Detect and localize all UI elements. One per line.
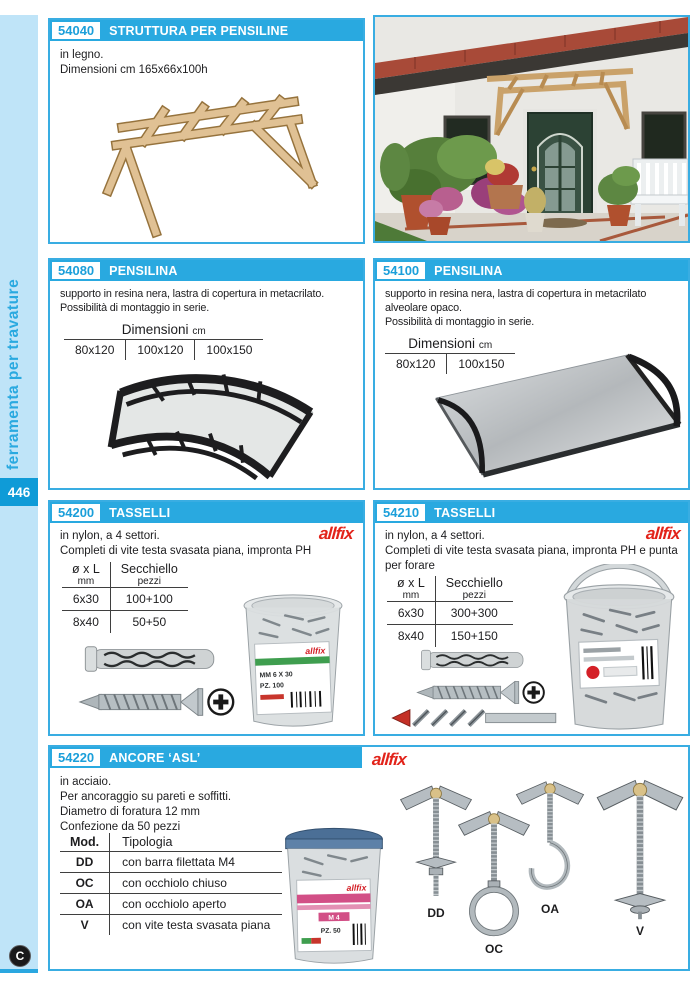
product-title: PENSILINA xyxy=(434,263,503,278)
dim-cell: 100x120 xyxy=(125,340,194,360)
anchor-label: OC xyxy=(485,942,503,956)
spec-table: ø x L mm Secchiello pezzi 6x30 300+300 8x40 150+150 xyxy=(387,576,513,647)
model-table: Mod. Tipologia DD con barra filettata M4 OC con occhiolo chiuso OA con occhiolo aperto V con vite testa svasata piana xyxy=(60,833,282,935)
product-title: TASSELLI xyxy=(434,505,496,520)
table-row: DD con barra filettata M4 xyxy=(60,852,282,873)
table-row: 6x30 300+300 xyxy=(387,602,513,625)
sidebar-category-label: ferramenta per travature xyxy=(5,278,22,470)
product-title: PENSILINA xyxy=(109,263,178,278)
anchor-variant-v xyxy=(592,771,688,938)
product-code: 54100 xyxy=(377,262,425,279)
table-row: 8x40 50+50 xyxy=(62,611,188,634)
nylon-plug-image xyxy=(417,646,529,674)
catalog-corner-logo: C xyxy=(9,945,31,967)
allfix-brand-logo: allfix xyxy=(318,524,354,543)
allfix-brand-logo: allfix xyxy=(371,750,407,769)
table-row: 6x30 100+100 xyxy=(62,588,188,611)
product-header xyxy=(50,502,363,523)
table-row: V con vite testa svasata piana xyxy=(60,915,282,936)
bucket-qty-text: PZ. 50 xyxy=(320,927,341,935)
product-box-54210 xyxy=(373,500,690,736)
drill-bit-image xyxy=(385,706,565,730)
screw-bucket-with-handle-image xyxy=(553,564,685,734)
anchor-label: OA xyxy=(541,902,559,916)
dimensions-table: Dimensioni cm 80x120 100x150 xyxy=(385,336,515,374)
product-code: 54210 xyxy=(377,504,425,521)
spec-table: ø x L mm Secchiello pezzi 6x30 100+100 8x40 50+50 xyxy=(62,562,188,633)
screw-bucket-image xyxy=(232,590,354,732)
product-description: supporto in resina nera, lastra di copertura in metacrilato alveolare opaco. Possibilità di montaggio in serie. xyxy=(385,288,647,329)
product-box-54080 xyxy=(48,258,365,490)
sidebar-bottom-rule xyxy=(0,969,38,973)
table-row: OA con occhiolo aperto xyxy=(60,894,282,915)
product-description: in nylon, a 4 settori. Completi di vite testa svasata piana, impronta PH xyxy=(60,530,312,557)
product-header xyxy=(50,260,363,281)
wood-structure-image xyxy=(85,82,335,240)
anchor-bucket-image xyxy=(276,823,392,969)
page-number: 446 xyxy=(0,478,38,506)
anchor-label: V xyxy=(635,924,644,938)
product-code: 54200 xyxy=(52,504,100,521)
product-code: 54080 xyxy=(52,262,100,279)
installation-photo-frame xyxy=(373,15,690,243)
product-title: TASSELLI xyxy=(109,505,171,520)
allfix-brand-logo: allfix xyxy=(645,524,681,543)
product-title: STRUTTURA PER PENSILINE xyxy=(109,23,289,38)
dim-cell: 100x150 xyxy=(446,354,515,374)
product-box-54200 xyxy=(48,500,365,736)
product-code: 54040 xyxy=(52,22,100,39)
bucket-brand-text: allfix xyxy=(305,645,326,657)
product-header xyxy=(50,747,362,768)
nylon-plug-image xyxy=(78,642,223,676)
dim-cell: 80x120 xyxy=(75,343,115,357)
product-description: supporto in resina nera, lastra di copertura in metacrilato. Possibilità di montaggio in serie. xyxy=(60,288,325,315)
product-code: 54220 xyxy=(52,749,100,766)
bucket-qty-text: PZ. 100 xyxy=(259,682,285,691)
bucket-brand-text: allfix xyxy=(346,882,367,893)
product-box-54100 xyxy=(373,258,690,490)
product-description: in acciaio. Per ancoraggio su pareti e soffitti. Diametro di foratura 12 mm Confezione da 50 pezzi xyxy=(60,776,232,833)
product-header xyxy=(375,260,688,281)
bucket-size-text: MM 6 X 30 xyxy=(259,671,293,680)
product-header xyxy=(50,20,363,41)
anchor-variant-oa xyxy=(514,773,586,916)
product-box-54040 xyxy=(48,18,365,244)
product-header xyxy=(375,502,688,523)
product-box-54220 xyxy=(48,745,690,971)
dimensions-table: Dimensioni cm 80x120 100x120 100x150 xyxy=(64,322,263,360)
anchor-label: DD xyxy=(427,906,445,920)
product-title: ANCORE ‘ASL’ xyxy=(109,750,201,765)
black-canopy-image xyxy=(58,358,358,486)
table-row: OC con occhiolo chiuso xyxy=(60,873,282,894)
product-description: in nylon, a 4 settori. Completi di vite testa svasata piana, impronta PH e punta per forare xyxy=(385,530,678,572)
grey-canopy-image xyxy=(397,340,687,488)
toggle-anchor-v-image xyxy=(592,771,688,923)
toggle-anchor-oa-image xyxy=(514,773,586,901)
dim-cell: 80x120 xyxy=(396,357,436,371)
screw-with-ph-image xyxy=(411,676,551,709)
dim-cell: 100x150 xyxy=(194,340,263,360)
product-description: in legno. Dimensioni cm 165x66x100h xyxy=(60,49,208,76)
table-row: 8x40 150+150 xyxy=(387,625,513,648)
bucket-model-text: M 4 xyxy=(328,914,340,922)
door-canopy-photo xyxy=(375,17,688,241)
screw-with-ph-image xyxy=(72,682,242,722)
